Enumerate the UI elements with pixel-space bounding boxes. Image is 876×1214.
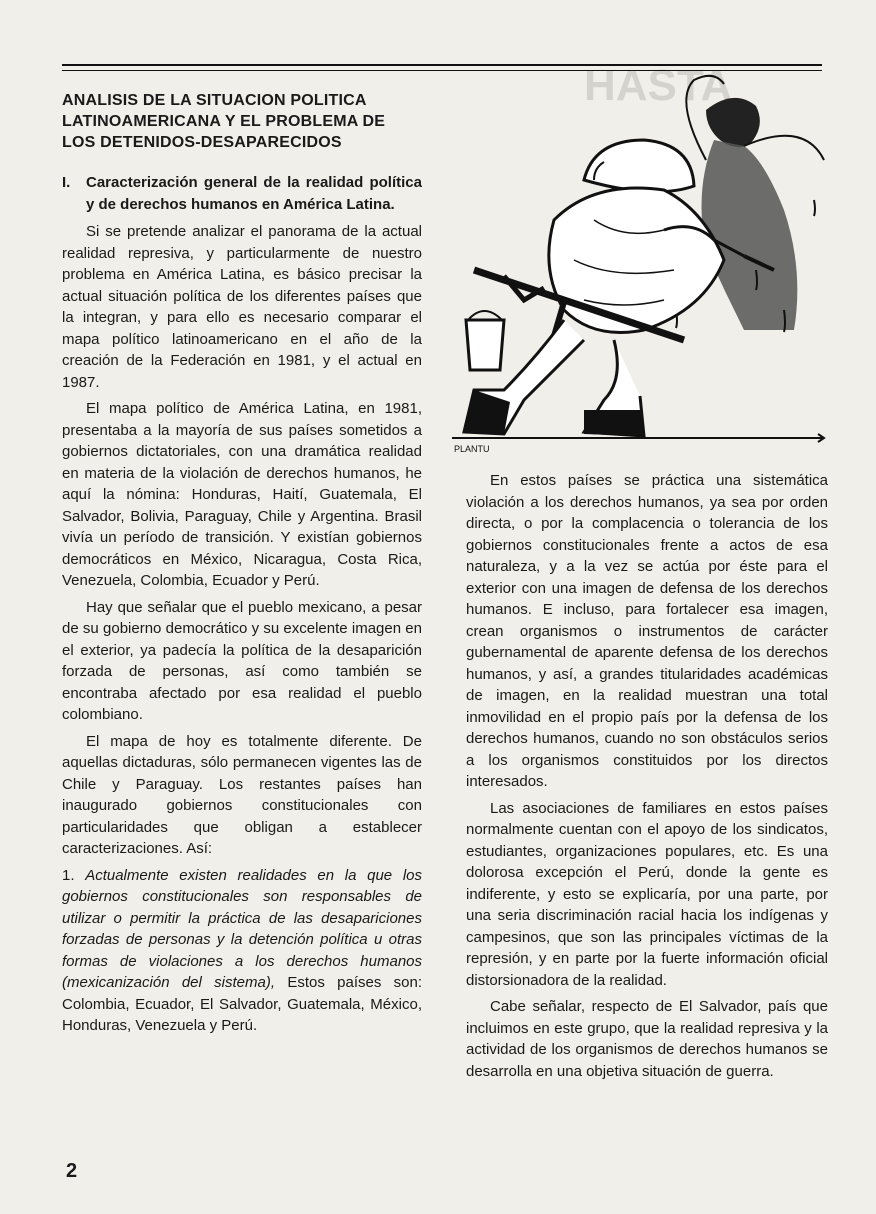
right-column xyxy=(466,470,828,1087)
list-item-italic-text: Actualmente existen realidades en la que los gobiernos constitucionales son responsables de utilizar o permitir la práctica de las desapariciones forzadas de personas y la detención política u otras formas de violaciones a los derechos humanos (mexicanización del sistema), xyxy=(62,866,422,991)
page-number: 2 xyxy=(66,1160,78,1182)
list-item-text: Estos países son: Colombia, Ecuador, El Salvador, Guatemala, México, Honduras, Venezuela y Perú. xyxy=(62,974,422,1034)
paragraph: El mapa político de América Latina, en 1981, presentaba a la mayoría de sus países sometidos a gobiernos dictatoriales, con una dramática realidad en materia de la violación de derechos humanos, he aquí la nómina: Honduras, Haití, Guatemala, El Salvador, Bolivia, Paraguay, Chile y Argentina. Brasil vivía un período de transición. Y existían gobiernos democráticos en México, Nicaragua, Costa Rica, Venezuela, Colombia, Ecuador y Perú. xyxy=(62,400,422,589)
left-column xyxy=(62,172,422,1042)
paragraph: El mapa de hoy es totalmente diferente. De aquellas dictaduras, sólo permanecen vigentes las de Chile y Paraguay. Los restantes países han inaugurado gobiernos constitucionales con particularidades que obligan a establecer caracterizaciones. Así: xyxy=(62,732,422,857)
illustration-signature: PLANTU xyxy=(454,444,490,454)
section-number: I. xyxy=(62,174,71,191)
paragraph: Si se pretende analizar el panorama de la actual realidad represiva, y particularmente de nuestro problema en América Latina, es básico precisar la actual situación política de los diferentes países que la integran, y para ello es necesario comparar el mapa político latinoamericano en el año de la creación de la Federación en 1981, y el actual en 1987. xyxy=(62,223,422,391)
section-title: Caracterización general de la realidad política y de derechos humanos en América Latina. xyxy=(86,174,422,213)
paragraph: En estos países se práctica una sistemática violación a los derechos humanos, ya sea por orden directa, o por la complacencia o tolerancia de los gobiernos constitucionales frente a actos de esa naturaleza, y a la vez se actúa por éste para el exterior con una imagen de defensa de los derechos humanos. E incluso, para fortalecer esa imagen, crean organismos o instrumentos de carácter gubernamental de aparente defensa de los derechos humanos, y así, a grandes titularidades académicas de imagen, en la realidad muestran una total inmovilidad en el propio país por la defensa de los derechos humanos, cuando no son obstáculos serios a los organismos constituidos por los directos interesados. xyxy=(466,472,828,790)
article-heading: ANALISIS DE LA SITUACION POLITICA LATINOAMERICANA Y EL PROBLEMA DE LOS DETENIDOS-DESAPARECIDOS xyxy=(62,92,386,151)
list-item xyxy=(62,865,422,1037)
soldier-illustration xyxy=(444,40,834,460)
section-heading xyxy=(62,172,422,215)
paragraph: Cabe señalar, respecto de El Salvador, país que incluimos en este grupo, que la realidad represiva y la actividad de los organismos de derechos humanos se desarrolla en una objetiva situación de guerra. xyxy=(466,998,828,1080)
illustration-wall-text: HASTA xyxy=(584,61,733,110)
list-item-number: 1. xyxy=(62,866,75,884)
paragraph: Hay que señalar que el pueblo mexicano, a pesar de su gobierno democrático y su excelente imagen en el exterior, ya padecía la política de la desaparición forzada de personas, así como también se encontraba afectado por esa realidad el pueblo colombiano. xyxy=(62,598,422,723)
paragraph: Las asociaciones de familiares en estos países normalmente cuentan con el apoyo de los sindicatos, estudiantes, organizaciones populares, etc. Es una dolorosa excepción el Perú, donde la gente es indiferente, y esto se explicaría, por una parte, por una seria discriminación racial hacia los indígenas y campesinos, que son las principales víctimas de la represión, y en parte por la fuerte información oficial distorsionadora de la realidad. xyxy=(466,799,828,989)
